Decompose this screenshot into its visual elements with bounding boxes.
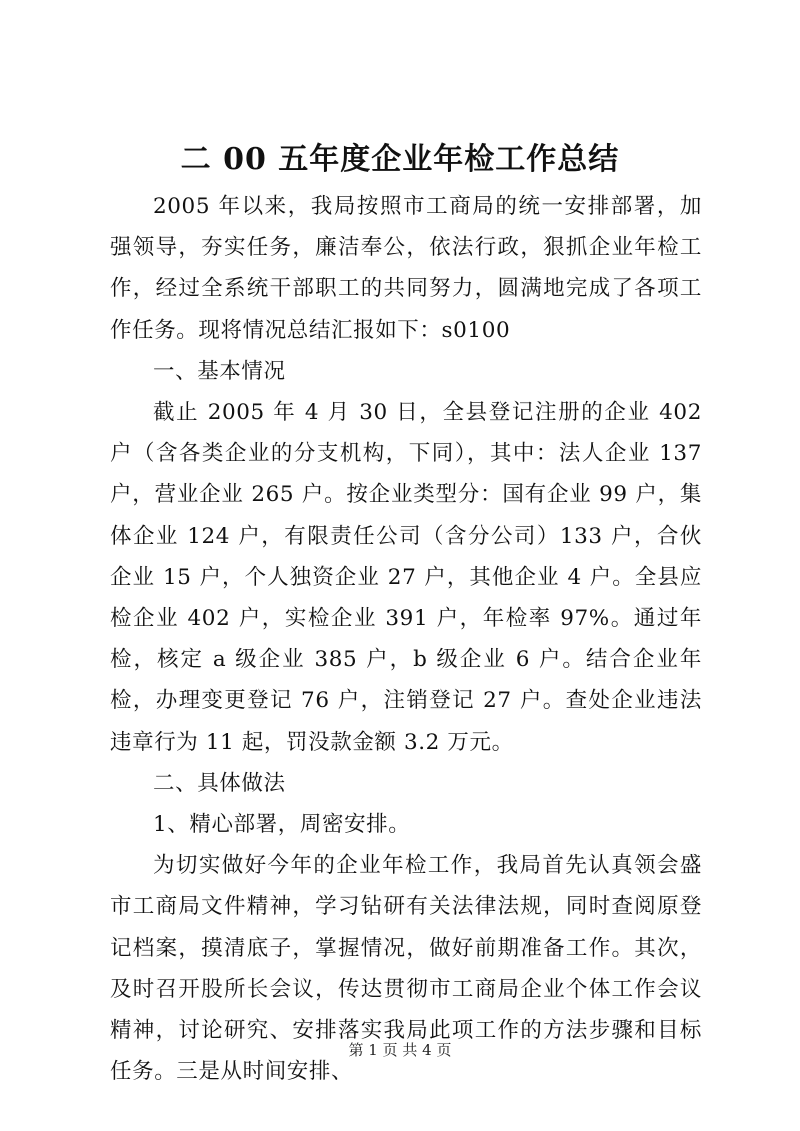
- page-footer: 第 1 页 共 4 页: [348, 1041, 452, 1059]
- document-title: 二 00 五年度企业年检工作总结: [180, 142, 620, 177]
- paragraph-planning: 为切实做好今年的企业年检工作，我局首先认真领会盛市工商局文件精神，学习钻研有关法律法规，同时查阅原登记档案，摸清底子，掌握情况，做好前期准备工作。其次，及时召开股所长会议，传达贯彻市工商局企业个体工作会议精神，讨论研究、安排落实我局此项工作的方法步骤和目标任务。三是从时间安排、: [110, 853, 702, 1085]
- document-body: [110, 186, 702, 1092]
- subheading-planning: 1、精心部署，周密安排。: [153, 812, 411, 838]
- section-heading-basic: 一、基本情况: [153, 358, 286, 384]
- section-heading-methods: 二、具体做法: [153, 770, 286, 796]
- paragraph-intro: 2005 年以来，我局按照市工商局的统一安排部署，加强领导，夯实任务，廉洁奉公，依法行政，狠抓企业年检工作，经过全系统干部职工的共同努力，圆满地完成了各项工作任务。现将情况总结汇报如下：s0100: [110, 194, 702, 343]
- paragraph-basic-situation: 截止 2005 年 4 月 30 日，全县登记注册的企业 402 户（含各类企业的分支机构，下同），其中：法人企业 137 户，营业企业 265 户。按企业类型分：国有企业 99 户，集体企业 124 户，有限责任公司（含分公司）133 户，合伙企业 15 户，个人独资企业 27 户，其他企业 4 户。全县应检企业 402 户，实检企业 391 户，年检率 97%。通过年检，核定 a 级企业 385 户，b 级企业 6 户。结合企业年检，办理变更登记 76 户，注销登记 27 户。查处企业违法违章行为 11 起，罚没款金额 3.2 万元。: [110, 400, 702, 755]
